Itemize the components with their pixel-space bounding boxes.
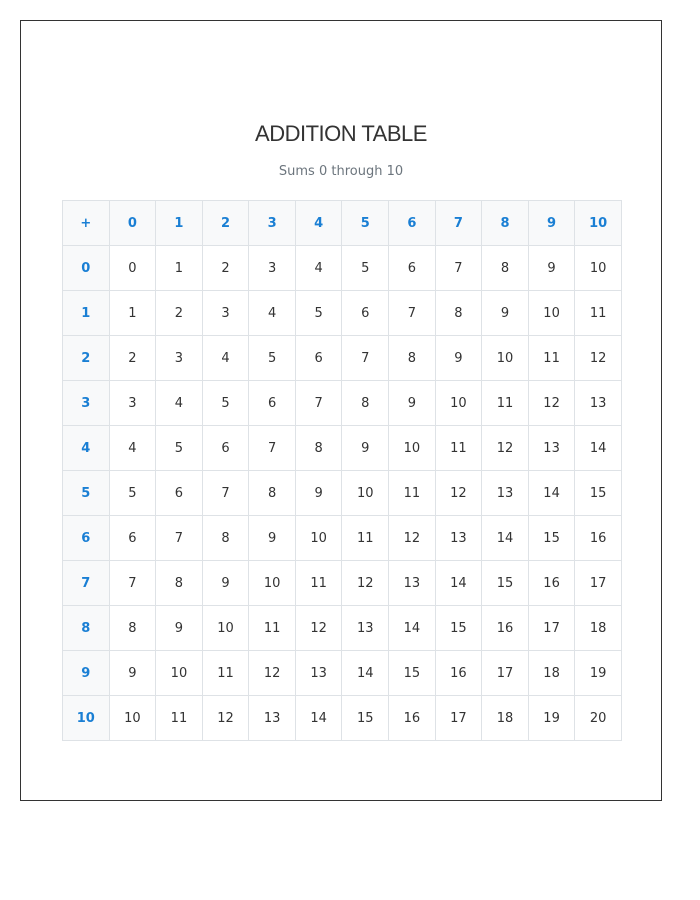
- sum-cell: 10: [575, 246, 622, 291]
- column-header: 5: [342, 201, 389, 246]
- sum-cell: 15: [575, 471, 622, 516]
- sum-cell: 13: [342, 606, 389, 651]
- sum-cell: 11: [295, 561, 342, 606]
- sum-cell: 10: [389, 426, 436, 471]
- sum-cell: 11: [575, 291, 622, 336]
- sum-cell: 9: [342, 426, 389, 471]
- sum-cell: 4: [249, 291, 296, 336]
- sum-cell: 4: [295, 246, 342, 291]
- sum-cell: 6: [109, 516, 156, 561]
- sum-cell: 3: [249, 246, 296, 291]
- sum-cell: 10: [528, 291, 575, 336]
- sum-cell: 15: [528, 516, 575, 561]
- sum-cell: 10: [156, 651, 203, 696]
- table-row: [63, 471, 622, 516]
- table-row: [63, 516, 622, 561]
- page-subtitle: Sums 0 through 10: [278, 164, 404, 179]
- sum-cell: 1: [156, 246, 203, 291]
- row-header: 4: [63, 426, 110, 471]
- sum-cell: 12: [249, 651, 296, 696]
- sum-cell: 4: [156, 381, 203, 426]
- sum-cell: 17: [575, 561, 622, 606]
- sum-cell: 12: [482, 426, 529, 471]
- row-header: 2: [63, 336, 110, 381]
- sum-cell: 7: [249, 426, 296, 471]
- sum-cell: 5: [342, 246, 389, 291]
- sum-cell: 14: [435, 561, 482, 606]
- corner-cell: +: [63, 201, 110, 246]
- sum-cell: 11: [249, 606, 296, 651]
- header-row: [63, 201, 622, 246]
- sum-cell: 15: [482, 561, 529, 606]
- addition-table: [62, 200, 622, 741]
- sum-cell: 4: [202, 336, 249, 381]
- sum-cell: 9: [528, 246, 575, 291]
- sum-cell: 8: [435, 291, 482, 336]
- table-row: [63, 606, 622, 651]
- page-title: ADDITION TABLE: [255, 121, 427, 146]
- column-header: 0: [109, 201, 156, 246]
- sum-cell: 7: [202, 471, 249, 516]
- sum-cell: 19: [575, 651, 622, 696]
- sum-cell: 2: [202, 246, 249, 291]
- sum-cell: 12: [202, 696, 249, 741]
- sum-cell: 9: [295, 471, 342, 516]
- sum-cell: 17: [482, 651, 529, 696]
- sum-cell: 5: [109, 471, 156, 516]
- sum-cell: 14: [295, 696, 342, 741]
- sum-cell: 9: [482, 291, 529, 336]
- sum-cell: 16: [435, 651, 482, 696]
- row-header: 0: [63, 246, 110, 291]
- sum-cell: 11: [156, 696, 203, 741]
- table-row: [63, 651, 622, 696]
- sum-cell: 13: [389, 561, 436, 606]
- sum-cell: 17: [528, 606, 575, 651]
- column-header: 8: [482, 201, 529, 246]
- sum-cell: 3: [202, 291, 249, 336]
- sum-cell: 2: [156, 291, 203, 336]
- sum-cell: 17: [435, 696, 482, 741]
- sum-cell: 7: [389, 291, 436, 336]
- sum-cell: 6: [389, 246, 436, 291]
- sum-cell: 2: [109, 336, 156, 381]
- sum-cell: 11: [202, 651, 249, 696]
- column-header: 6: [389, 201, 436, 246]
- sum-cell: 16: [389, 696, 436, 741]
- row-header: 7: [63, 561, 110, 606]
- sum-cell: 15: [389, 651, 436, 696]
- sum-cell: 6: [342, 291, 389, 336]
- sum-cell: 14: [575, 426, 622, 471]
- sum-cell: 5: [202, 381, 249, 426]
- sum-cell: 10: [249, 561, 296, 606]
- sum-cell: 13: [435, 516, 482, 561]
- sum-cell: 20: [575, 696, 622, 741]
- column-header: 2: [202, 201, 249, 246]
- sum-cell: 13: [249, 696, 296, 741]
- sum-cell: 8: [109, 606, 156, 651]
- sum-cell: 13: [482, 471, 529, 516]
- sum-cell: 6: [202, 426, 249, 471]
- sum-cell: 6: [249, 381, 296, 426]
- sum-cell: 12: [435, 471, 482, 516]
- sum-cell: 9: [389, 381, 436, 426]
- column-header: 9: [528, 201, 575, 246]
- table-row: [63, 381, 622, 426]
- row-header: 9: [63, 651, 110, 696]
- sum-cell: 12: [528, 381, 575, 426]
- sum-cell: 9: [109, 651, 156, 696]
- sum-cell: 5: [249, 336, 296, 381]
- sum-cell: 12: [575, 336, 622, 381]
- sum-cell: 8: [156, 561, 203, 606]
- sum-cell: 7: [295, 381, 342, 426]
- table-row: [63, 696, 622, 741]
- sum-cell: 11: [482, 381, 529, 426]
- table-row: [63, 561, 622, 606]
- sum-cell: 4: [109, 426, 156, 471]
- sum-cell: 8: [202, 516, 249, 561]
- sum-cell: 15: [435, 606, 482, 651]
- sum-cell: 9: [156, 606, 203, 651]
- sum-cell: 9: [435, 336, 482, 381]
- sum-cell: 13: [295, 651, 342, 696]
- table-row: [63, 336, 622, 381]
- column-header: 1: [156, 201, 203, 246]
- sum-cell: 3: [109, 381, 156, 426]
- sum-cell: 0: [109, 246, 156, 291]
- row-header: 8: [63, 606, 110, 651]
- sum-cell: 18: [528, 651, 575, 696]
- row-header: 10: [63, 696, 110, 741]
- sum-cell: 16: [575, 516, 622, 561]
- sum-cell: 7: [342, 336, 389, 381]
- sum-cell: 14: [528, 471, 575, 516]
- sum-cell: 16: [482, 606, 529, 651]
- sum-cell: 15: [342, 696, 389, 741]
- column-header: 10: [575, 201, 622, 246]
- sum-cell: 8: [389, 336, 436, 381]
- sum-cell: 13: [575, 381, 622, 426]
- row-header: 6: [63, 516, 110, 561]
- column-header: 4: [295, 201, 342, 246]
- sum-cell: 12: [342, 561, 389, 606]
- sum-cell: 3: [156, 336, 203, 381]
- table-row: [63, 426, 622, 471]
- sum-cell: 7: [109, 561, 156, 606]
- sum-cell: 14: [389, 606, 436, 651]
- sum-cell: 8: [342, 381, 389, 426]
- row-header: 3: [63, 381, 110, 426]
- sum-cell: 8: [482, 246, 529, 291]
- sum-cell: 5: [156, 426, 203, 471]
- sum-cell: 11: [528, 336, 575, 381]
- sum-cell: 11: [435, 426, 482, 471]
- sum-cell: 7: [435, 246, 482, 291]
- sum-cell: 8: [249, 471, 296, 516]
- table-row: [63, 291, 622, 336]
- sum-cell: 10: [435, 381, 482, 426]
- sum-cell: 14: [482, 516, 529, 561]
- sum-cell: 11: [342, 516, 389, 561]
- sum-cell: 12: [389, 516, 436, 561]
- card: [20, 20, 662, 801]
- row-header: 1: [63, 291, 110, 336]
- sum-cell: 9: [249, 516, 296, 561]
- sum-cell: 18: [482, 696, 529, 741]
- row-header: 5: [63, 471, 110, 516]
- column-header: 7: [435, 201, 482, 246]
- sum-cell: 11: [389, 471, 436, 516]
- sum-cell: 1: [109, 291, 156, 336]
- sum-cell: 10: [109, 696, 156, 741]
- sum-cell: 10: [202, 606, 249, 651]
- sum-cell: 6: [156, 471, 203, 516]
- sum-cell: 18: [575, 606, 622, 651]
- sum-cell: 16: [528, 561, 575, 606]
- sum-cell: 10: [482, 336, 529, 381]
- sum-cell: 14: [342, 651, 389, 696]
- sum-cell: 12: [295, 606, 342, 651]
- sum-cell: 19: [528, 696, 575, 741]
- table-row: [63, 246, 622, 291]
- sum-cell: 7: [156, 516, 203, 561]
- sum-cell: 8: [295, 426, 342, 471]
- sum-cell: 5: [295, 291, 342, 336]
- sum-cell: 9: [202, 561, 249, 606]
- sum-cell: 6: [295, 336, 342, 381]
- sum-cell: 10: [342, 471, 389, 516]
- column-header: 3: [249, 201, 296, 246]
- sum-cell: 13: [528, 426, 575, 471]
- sum-cell: 10: [295, 516, 342, 561]
